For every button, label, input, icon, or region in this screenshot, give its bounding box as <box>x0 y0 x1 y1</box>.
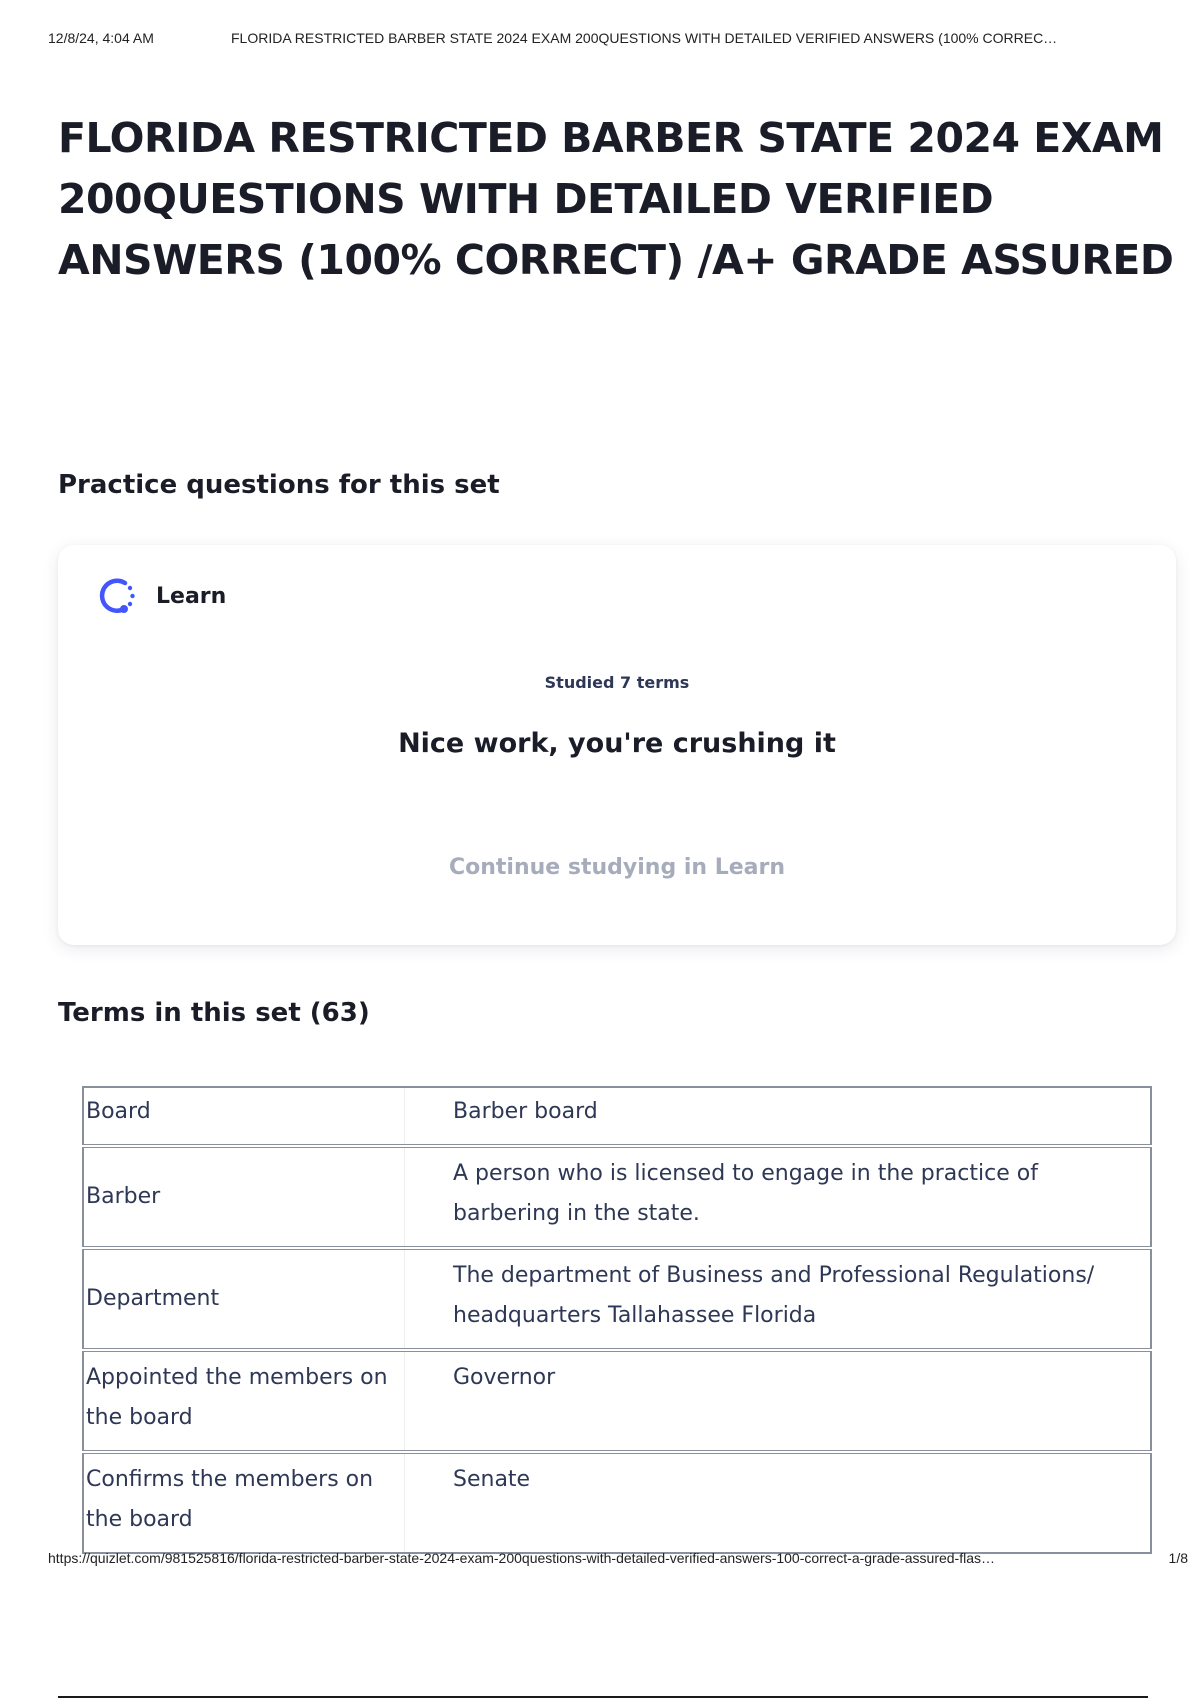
practice-heading: Practice questions for this set <box>58 470 500 500</box>
learn-progress-icon <box>96 575 138 617</box>
term-row <box>83 1087 1151 1146</box>
print-header <box>48 30 1188 46</box>
print-footer <box>48 1550 1188 1566</box>
terms-heading: Terms in this set (63) <box>58 998 370 1028</box>
print-document-title: FLORIDA RESTRICTED BARBER STATE 2024 EXAM 200QUESTIONS WITH DETAILED VERIFIED ANSWERS (100% CORREC… <box>231 30 1058 46</box>
bottom-divider <box>58 1696 1148 1698</box>
term-cell: Barber <box>83 1146 405 1248</box>
print-datetime: 12/8/24, 4:04 AM <box>48 30 154 46</box>
term-cell: Department <box>83 1248 405 1350</box>
print-url: https://quizlet.com/981525816/florida-restricted-barber-state-2024-exam-200questions-with-detailed-verified-answers-100-correct-a-grade-assured-flas… <box>48 1550 995 1566</box>
term-row <box>83 1248 1151 1350</box>
term-row <box>83 1350 1151 1452</box>
definition-cell: Governor <box>405 1350 1152 1452</box>
term-cell: Board <box>83 1087 405 1146</box>
term-cell: Confirms the members on the board <box>83 1452 405 1553</box>
definition-cell: A person who is licensed to engage in the practice of barbering in the state. <box>405 1146 1152 1248</box>
studied-count: Studied 7 terms <box>544 673 690 692</box>
definition-cell: The department of Business and Professional Regulations/ headquarters Tallahassee Florida <box>405 1248 1152 1350</box>
definition-cell: Barber board <box>405 1087 1152 1146</box>
continue-learn-button[interactable]: Continue studying in Learn <box>448 855 786 880</box>
term-row <box>83 1452 1151 1553</box>
term-cell: Appointed the members on the board <box>83 1350 405 1452</box>
page-number: 1/8 <box>1168 1550 1188 1566</box>
term-row <box>83 1146 1151 1248</box>
encouragement-message: Nice work, you're crushing it <box>398 728 836 759</box>
terms-table <box>82 1086 1152 1554</box>
page-title: FLORIDA RESTRICTED BARBER STATE 2024 EXAM 200QUESTIONS WITH DETAILED VERIFIED ANSWERS (100% CORRECT) /A+ GRADE ASSURED <box>58 114 1174 284</box>
learn-card <box>58 545 1176 945</box>
definition-cell: Senate <box>405 1452 1152 1553</box>
learn-mode-header <box>96 575 226 617</box>
learn-mode-label: Learn <box>156 583 227 609</box>
